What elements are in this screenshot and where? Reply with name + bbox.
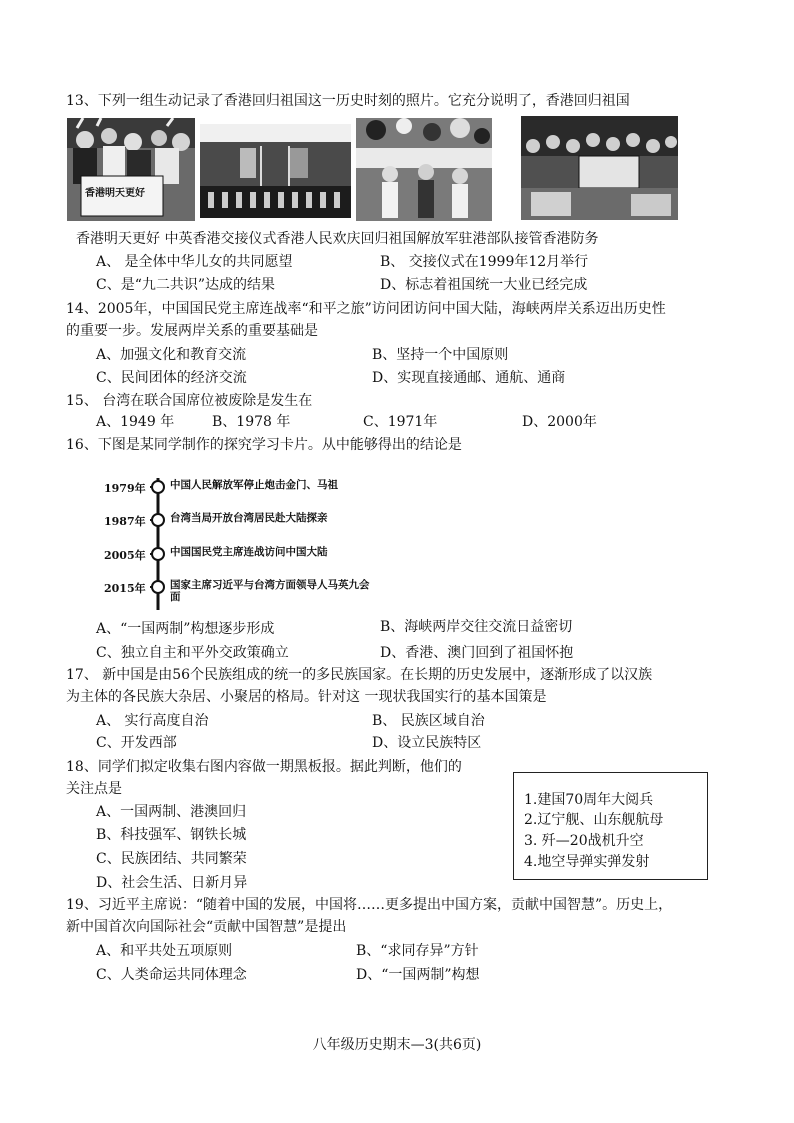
info-box-item-4: 4.地空导弹实弹发射 [524, 854, 650, 870]
q15-option-c[interactable]: C、1971年 [363, 414, 438, 430]
timeline-year-4: 2015年 [104, 582, 146, 595]
photo-pla-garrison [521, 116, 678, 220]
q16-stem: 16、下图是某同学制作的探究学习卡片。从中能够得出的结论是 [66, 437, 462, 453]
photo-hk-celebration [356, 118, 492, 221]
q19-stem-line1: 19、习近平主席说：“随着中国的发展，中国将……更多提出中国方案，贡献中国智慧”。历史上， [66, 897, 673, 913]
q18-option-d[interactable]: D、社会生活、日新月异 [96, 875, 248, 891]
q13-stem: 13、下列一组生动记录了香港回归祖国这一历史时刻的照片。它充分说明了，香港回归祖国 [66, 93, 630, 109]
q14-option-a[interactable]: A、加强文化和教育交流 [96, 347, 247, 363]
photo-hk-tomorrow [67, 118, 195, 221]
q13-photo-captions: 香港明天更好 中英香港交接仪式香港人民欢庆回归祖国解放军驻港部队接管香港防务 [76, 231, 599, 247]
info-box-item-2: 2.辽宁舰、山东舰航母 [524, 812, 664, 828]
q14-stem-line1: 14、2005年，中国国民党主席连战率“和平之旅”访问团访问中国大陆，海峡两岸关系迈出历史性 [66, 301, 666, 317]
timeline-year-2: 1987年 [104, 515, 146, 528]
timeline-event-4: 国家主席习近平与台湾方面领导人马英九会面 [170, 579, 370, 603]
q16-option-c[interactable]: C、独立自主和平外交政策确立 [96, 645, 289, 661]
q17-option-b[interactable]: B、 民族区域自治 [372, 713, 485, 729]
timeline-year-1: 1979年 [104, 482, 146, 495]
q14-option-b[interactable]: B、坚持一个中国原则 [372, 347, 509, 363]
q16-option-a[interactable]: A、“一国两制”构想逐步形成 [96, 621, 275, 637]
timeline-event-3: 中国国民党主席连战访问中国大陆 [170, 546, 328, 558]
q13-option-a[interactable]: A、 是全体中华儿女的共同愿望 [96, 254, 293, 270]
info-box-item-1: 1.建国70周年大阅兵 [524, 792, 654, 808]
q16-option-b[interactable]: B、海峡两岸交往交流日益密切 [380, 619, 573, 635]
q15-stem: 15、 台湾在联合国席位被废除是发生在 [66, 393, 313, 409]
q16-timeline-card [100, 470, 370, 620]
q19-stem-line2: 新中国首次向国际社会“贡献中国智慧”是提出 [66, 919, 347, 935]
q17-option-c[interactable]: C、开发西部 [96, 735, 177, 751]
q17-stem-line1: 17、 新中国是由56个民族组成的统一的多民族国家。在长期的历史发展中，逐渐形成了以汉族 [66, 667, 653, 683]
q19-option-c[interactable]: C、人类命运共同体理念 [96, 967, 247, 983]
q14-stem-line2: 的重要一步。发展两岸关系的重要基础是 [66, 323, 318, 339]
q15-option-d[interactable]: D、2000年 [522, 414, 597, 430]
timeline-event-1: 中国人民解放军停止炮击金门、马祖 [170, 479, 338, 491]
q13-option-d[interactable]: D、标志着祖国统一大业已经完成 [380, 277, 588, 293]
page-footer: 八年级历史期末—3(共6页) [312, 1037, 482, 1053]
q18-option-b[interactable]: B、科技强军、钢铁长城 [96, 827, 247, 843]
photo-handover-ceremony [200, 124, 351, 218]
q15-option-b[interactable]: B、1978 年 [212, 414, 291, 430]
timeline-event-2: 台湾当局开放台湾居民赴大陆探亲 [170, 512, 328, 524]
q18-option-c[interactable]: C、民族团结、共同繁荣 [96, 851, 247, 867]
q18-info-box [513, 772, 708, 880]
timeline-year-3: 2005年 [104, 549, 146, 562]
q18-option-a[interactable]: A、一国两制、港澳回归 [96, 804, 247, 820]
info-box-item-3: 3. 歼—20战机升空 [524, 833, 644, 849]
photo-banner-text: 香港明天更好 [85, 188, 145, 199]
q17-option-a[interactable]: A、 实行高度自治 [96, 713, 209, 729]
q15-option-a[interactable]: A、1949 年 [96, 414, 175, 430]
q19-option-b[interactable]: B、“求同存异”方针 [356, 943, 479, 959]
q14-option-c[interactable]: C、民间团体的经济交流 [96, 370, 247, 386]
q17-stem-line2: 为主体的各民族大杂居、小聚居的格局。针对这 一现状我国实行的基本国策是 [66, 689, 547, 705]
q14-option-d[interactable]: D、实现直接通邮、通航、通商 [372, 370, 566, 386]
q19-option-a[interactable]: A、和平共处五项原则 [96, 943, 233, 959]
q18-stem-line2: 关注点是 [66, 781, 122, 797]
q17-option-d[interactable]: D、设立民族特区 [372, 735, 482, 751]
q19-option-d[interactable]: D、“一国两制”构想 [356, 967, 480, 983]
q16-option-d[interactable]: D、香港、澳门回到了祖国怀抱 [380, 645, 574, 661]
q13-option-b[interactable]: B、 交接仪式在1999年12月举行 [380, 254, 589, 270]
q13-option-c[interactable]: C、是“九二共识”达成的结果 [96, 277, 276, 293]
q18-stem-line1: 18、同学们拟定收集右图内容做一期黑板报。据此判断，他们的 [66, 759, 462, 775]
